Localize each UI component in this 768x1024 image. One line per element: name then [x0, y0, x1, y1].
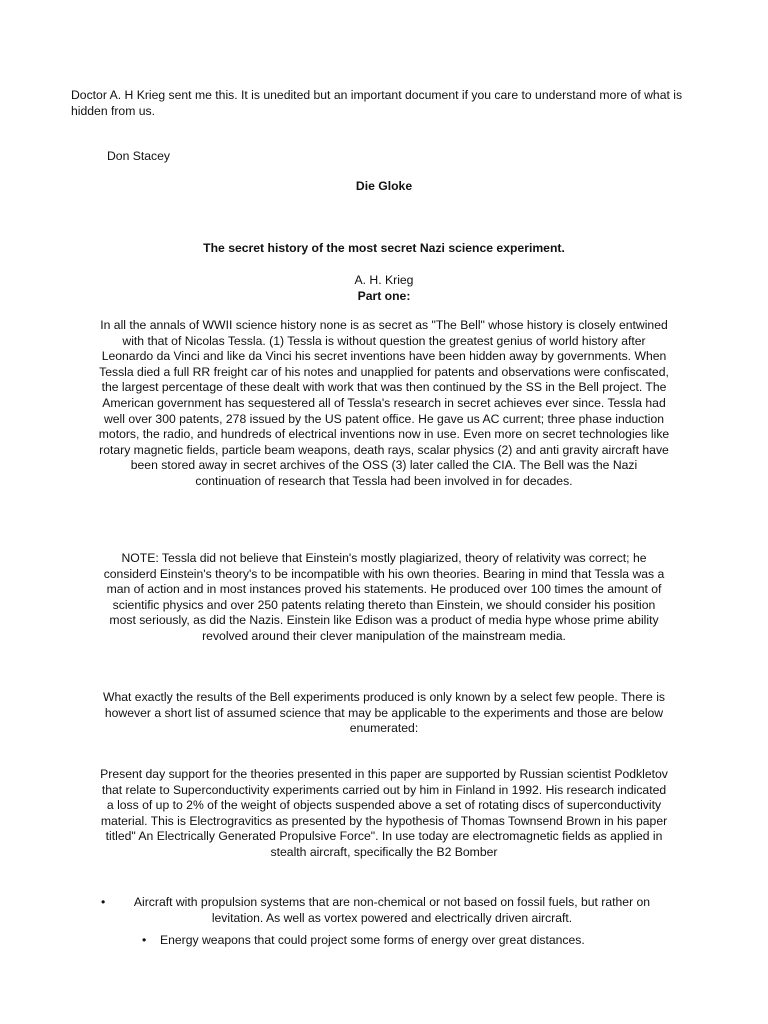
- part-heading: Part one:: [357, 289, 411, 303]
- paragraph-present-day-support: Present day support for the theories presented in this paper are supported by Russian scientist Podkletov that relate to Superconductivity experiments carried out by him in Finland in 1992. His research indicated a loss of up to 2% of the weight of objects suspended above a set of rotating discs of superconductivity material. This is Electrogravitics as presented by the hypothesis of Thomas Townsend Brown in his paper titled" An Electrically Generated Propulsive Force". In use today are electromagnetic fields as applied in stealth aircraft, specifically the B2 Bomber: [100, 767, 668, 859]
- list-item-text: Aircraft with propulsion systems that are non-chemical or not based on fossil fuels, but rather on levitation. As well as vortex powered and electrically driven aircraft.: [133, 895, 651, 925]
- author-name: A. H. Krieg: [354, 273, 414, 287]
- document-title: Die Gloke: [355, 179, 413, 193]
- bullet-marker: •: [101, 895, 106, 909]
- intro-text: Doctor A. H Krieg sent me this. It is unedited but an important document if you care to understand more of what is hidden from us.: [71, 88, 683, 118]
- bullet-marker: •: [142, 933, 147, 947]
- list-item-text: Energy weapons that could project some forms of energy over great distances.: [160, 933, 585, 947]
- signature: Don Stacey: [107, 149, 171, 163]
- paragraph-note-einstein: NOTE: Tessla did not believe that Einstein's mostly plagiarized, theory of relativity was correct; he considerd Einstein's theory's to be incompatible with his own theories. Bearing in mind that Tessla was a man of action and in most instances proved his statements. He produced over 100 times the amount of scientific physics and over 250 patents relating thereto than Einstein, we should consider his position most seriously, as did the Nazis. Einstein like Edison was a product of media hype whose prime ability revolved around their clever manipulation of the mainstream media.: [103, 551, 665, 643]
- paragraph-bell-results: What exactly the results of the Bell experiments produced is only known by a select few people. There is however a short list of assumed science that may be applicable to the experiments and those are below enumerated:: [102, 690, 666, 736]
- document-subtitle: The secret history of the most secret Nazi science experiment.: [203, 241, 565, 255]
- paragraph-tessla-bell: In all the annals of WWII science history none is as secret as "The Bell" whose history is closely entwined with that of Nicolas Tessla. (1) Tessla is without question the greatest genius of world history after Leonardo da Vinci and like da Vinci his secret inventions have been hidden away by governments. When Tessla died a full RR freight car of his notes and unapplied for patents and observations were confiscated, the largest percentage of these dealt with work that was then continued by the SS in the Bell project. The American government has sequestered all of Tessla's research in secret achieves ever since. Tessla had well over 300 patents, 278 issued by the US patent office. He gave us AC current; three phase induction motors, the radio, and hundreds of electrical inventions now in use. Even more on secret technologies like rotary magnetic fields, particle beam weapons, death rays, scalar physics (2) and anti gravity aircraft have been stored away in secret archives of the OSS (3) later called the CIA. The Bell was the Nazi continuation of research that Tessla had been involved in for decades.: [98, 318, 670, 488]
